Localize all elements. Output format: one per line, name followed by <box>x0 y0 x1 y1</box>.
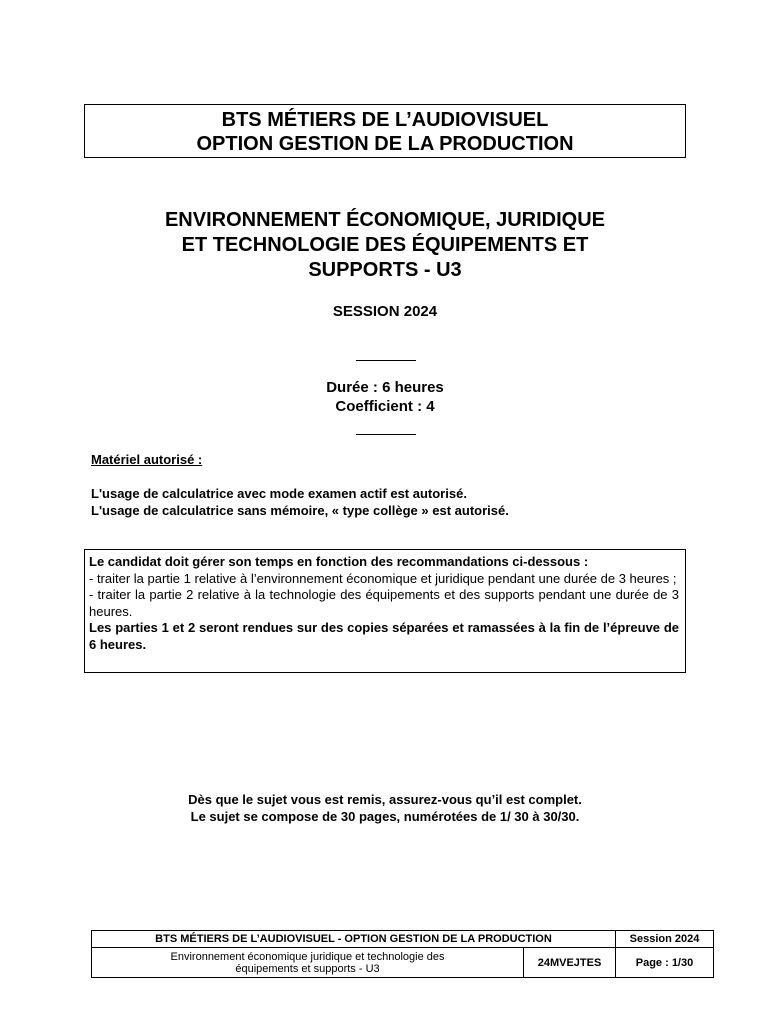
footer-session: Session 2024 <box>616 931 714 948</box>
footer-page-number: Page : 1/30 <box>616 948 714 978</box>
duration-block <box>84 378 686 416</box>
subject-title-line-2: ET TECHNOLOGIE DES ÉQUIPEMENTS ET <box>181 234 589 256</box>
materiel-line-1: L'usage de calculatrice avec mode examen actif est autorisé. <box>91 486 467 501</box>
notice-line-1: Dès que le sujet vous est remis, assurez-vous qu’il est complet. <box>188 792 582 807</box>
materiel-heading: Matériel autorisé : <box>91 452 203 467</box>
materiel-line-2: L'usage de calculatrice sans mémoire, « type collège » est autorisé. <box>91 503 509 518</box>
coefficient-text: Coefficient : 4 <box>335 398 435 415</box>
separator-rule-top <box>356 360 416 361</box>
materiel-list <box>91 485 691 519</box>
session-label: SESSION 2024 <box>332 303 438 320</box>
instructions-item-1: - traiter la partie 1 relative à l’environnement économique et juridique pendant une durée de 3 heures ; <box>89 570 677 586</box>
completeness-notice <box>84 791 686 825</box>
footer-program: BTS MÉTIERS DE L’AUDIOVISUEL - OPTION GESTION DE LA PRODUCTION <box>92 931 616 948</box>
instructions-item-2: - traiter la partie 2 relative à la technologie des équipements et des supports pendant une durée de 3 heures. <box>89 587 679 619</box>
instructions-intro: Le candidat doit gérer son temps en fonction des recommandations ci-dessous : <box>89 554 589 569</box>
footer-subject <box>92 948 524 978</box>
exam-title-line-2: OPTION GESTION DE LA PRODUCTION <box>196 133 574 155</box>
footer-subject-line-1: Environnement économique juridique et technologie des <box>170 950 445 963</box>
footer-subject-line-2: équipements et supports - U3 <box>235 962 380 975</box>
exam-title-box <box>84 104 686 158</box>
exam-title-line-1: BTS MÉTIERS DE L’AUDIOVISUEL <box>221 109 549 131</box>
subject-title-line-1: ENVIRONNEMENT ÉCONOMIQUE, JURIDIQUE <box>164 209 606 231</box>
instructions-conclusion: Les parties 1 et 2 seront rendues sur des copies séparées et ramassées à la fin de l’épreuve de 6 heures. <box>89 620 679 652</box>
separator-rule-bottom <box>356 434 416 435</box>
notice-line-2: Le sujet se compose de 30 pages, numérotées de 1/ 30 à 30/30. <box>190 809 580 824</box>
page-footer-table <box>91 930 714 978</box>
subject-title-line-3: SUPPORTS - U3 <box>308 259 462 281</box>
subject-title <box>84 208 686 283</box>
instructions-box <box>84 549 686 673</box>
footer-code: 24MVEJTES <box>524 948 616 978</box>
duration-text: Durée : 6 heures <box>326 379 444 396</box>
